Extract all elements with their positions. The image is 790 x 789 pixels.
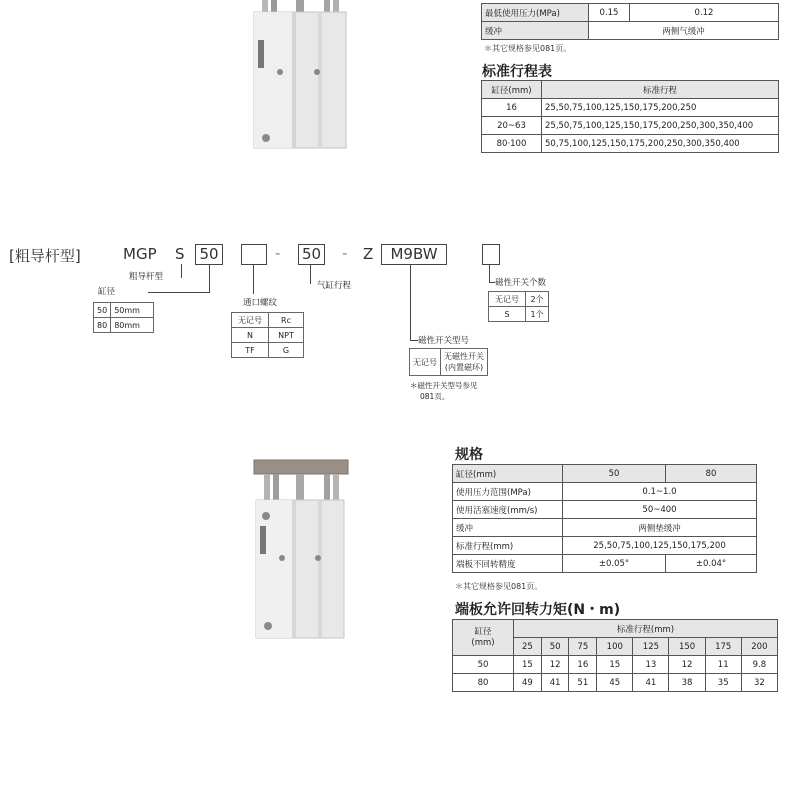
top-spec-note: ＊其它规格参见081页。 — [484, 44, 572, 53]
torque-value: 45 — [597, 674, 633, 692]
code-dash-1: - — [275, 244, 281, 262]
code-switch-box: M9BW — [381, 244, 447, 265]
torque-stroke-header: 75 — [569, 638, 597, 656]
torque-value: 41 — [633, 674, 669, 692]
switch-note-2: 081页。 — [420, 392, 450, 401]
torque-value: 9.8 — [741, 656, 777, 674]
torque-value: 13 — [633, 656, 669, 674]
table-row: N NPT — [232, 328, 304, 343]
torque-value: 38 — [669, 674, 705, 692]
spec-table — [452, 464, 757, 573]
code-stroke-box: 50 — [298, 244, 325, 265]
torque-stroke-header: 125 — [633, 638, 669, 656]
switch-option-table — [409, 348, 488, 376]
table-row: 最低使用压力(MPa) 0.15 0.12 — [482, 4, 779, 22]
table-row: 无记号 2个 — [489, 292, 549, 307]
table-row: 20~63 25,50,75,100,125,150,175,200,250,300,350,400 — [482, 117, 779, 135]
cylinder-image-top — [244, 0, 354, 150]
table-row: 80·100 50,75,100,125,150,175,200,250,300,350,400 — [482, 135, 779, 153]
torque-title: 端板允许回转力矩(N・m) — [455, 602, 621, 618]
code-count-box — [482, 244, 500, 265]
code-z: Z — [363, 245, 374, 263]
top-spec-table — [481, 3, 779, 40]
code-bore-box: 50 — [195, 244, 223, 265]
torque-value: 15 — [514, 656, 542, 674]
code-s: S — [175, 245, 185, 263]
label-port: 通口螺纹 — [243, 298, 278, 308]
table-row: 缸径(mm) 标准行程 — [482, 81, 779, 99]
table-row: 缸径(mm) 50 80 — [453, 465, 757, 483]
torque-value: 35 — [705, 674, 741, 692]
torque-value: 12 — [669, 656, 705, 674]
table-row: 50 15 12 16 15 13 12 11 9.8 — [453, 656, 778, 674]
table-row: 标准行程(mm) 25,50,75,100,125,150,175,200 — [453, 537, 757, 555]
torque-value: 15 — [597, 656, 633, 674]
table-row: 80 80mm — [94, 318, 154, 333]
table-row: 缸径 (mm) 标准行程(mm) — [453, 620, 778, 638]
count-option-table — [488, 291, 549, 322]
table-row: 50 50mm — [94, 303, 154, 318]
torque-stroke-header: 150 — [669, 638, 705, 656]
torque-value: 32 — [741, 674, 777, 692]
spec-note: ＊其它规格参见081页。 — [455, 582, 543, 591]
torque-value: 49 — [514, 674, 542, 692]
spec-title: 规格 — [455, 447, 483, 463]
code-port-box — [241, 244, 267, 265]
port-option-table — [231, 312, 304, 358]
table-row: S 1个 — [489, 307, 549, 322]
table-row: 缓冲 两侧气缓冲 — [482, 22, 779, 40]
cylinder-image-bottom — [246, 458, 354, 640]
table-row: 端板不回转精度 ±0.05° ±0.04° — [453, 555, 757, 573]
code-dash-2: - — [342, 244, 348, 262]
table-row: 无记号 无磁性开关 (内置磁环) — [410, 349, 488, 376]
stroke-table-title: 标准行程表 — [482, 64, 552, 80]
table-row: 80 49 41 51 45 41 38 35 32 — [453, 674, 778, 692]
table-row: 无记号 Rc — [232, 313, 304, 328]
label-switch-count: 磁性开关个数 — [495, 278, 547, 288]
label-stroke: 气缸行程 — [317, 281, 352, 291]
torque-value: 16 — [569, 656, 597, 674]
torque-value: 12 — [541, 656, 569, 674]
torque-stroke-header: 50 — [541, 638, 569, 656]
bore-option-table — [93, 302, 154, 333]
label-type: 粗导杆型 — [129, 272, 164, 282]
label-bore: 缸径 — [98, 287, 116, 297]
table-row: TF G — [232, 343, 304, 358]
table-row: 缓冲 两侧垫缓冲 — [453, 519, 757, 537]
table-row: 使用活塞速度(mm/s) 50~400 — [453, 501, 757, 519]
code-model: MGP — [123, 245, 157, 263]
torque-stroke-header: 200 — [741, 638, 777, 656]
code-prefix: [粗导杆型] — [9, 247, 81, 265]
stroke-table — [481, 80, 779, 153]
table-row: 16 25,50,75,100,125,150,175,200,250 — [482, 99, 779, 117]
torque-value: 41 — [541, 674, 569, 692]
switch-note-1: ＊磁性开关型号参见 — [410, 381, 478, 390]
label-switch-type: 磁性开关型号 — [418, 336, 470, 346]
torque-value: 51 — [569, 674, 597, 692]
table-row: 使用压力范围(MPa) 0.1~1.0 — [453, 483, 757, 501]
torque-table — [452, 619, 778, 692]
torque-value: 11 — [705, 656, 741, 674]
torque-stroke-header: 175 — [705, 638, 741, 656]
torque-stroke-header: 100 — [597, 638, 633, 656]
torque-stroke-header: 25 — [514, 638, 542, 656]
